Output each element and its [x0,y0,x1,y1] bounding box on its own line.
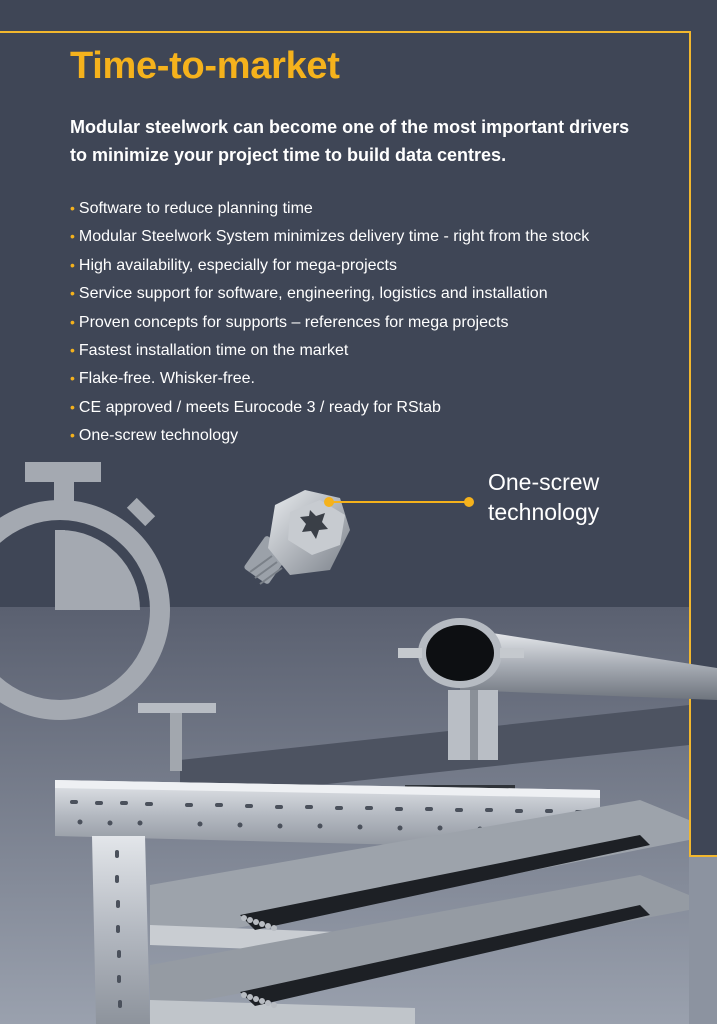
list-item-text: One-screw technology [78,427,239,445]
callout-connector [324,497,474,507]
bullet-icon: • [70,285,75,302]
bullet-icon: • [70,228,75,245]
page-title: Time-to-market [70,45,340,87]
bullet-icon: • [70,370,75,387]
callout-line-1: One-screw [488,469,600,495]
bullet-icon: • [70,398,75,415]
list-item-text: CE approved / meets Eurocode 3 / ready for RStab [78,398,441,416]
list-item-text: Proven concepts for supports – references for mega projects [78,313,509,331]
callout-line-2: technology [488,499,600,525]
bullet-icon: • [70,313,75,330]
bullet-icon: • [70,427,75,444]
bullet-icon: • [70,341,75,358]
list-item-text: Service support for software, engineering, logistics and installation [78,285,548,303]
intro-text: Modular steelwork can become one of the most important drivers to minimize your project time to build data centres. [70,117,630,165]
list-item-text: Fastest installation time on the market [78,341,349,359]
list-item-text: High availability, especially for mega-projects [78,256,397,274]
bullet-icon: • [70,256,75,273]
list-item-text: Software to reduce planning time [78,200,313,217]
list-item-text: Modular Steelwork System minimizes delivery time - right from the stock [78,228,590,246]
list-item-text: Flake-free. Whisker-free. [78,370,255,388]
screw-image [243,490,350,585]
bullet-icon: • [70,200,75,216]
background-floor-right [689,857,717,1024]
callout-label [488,467,668,527]
